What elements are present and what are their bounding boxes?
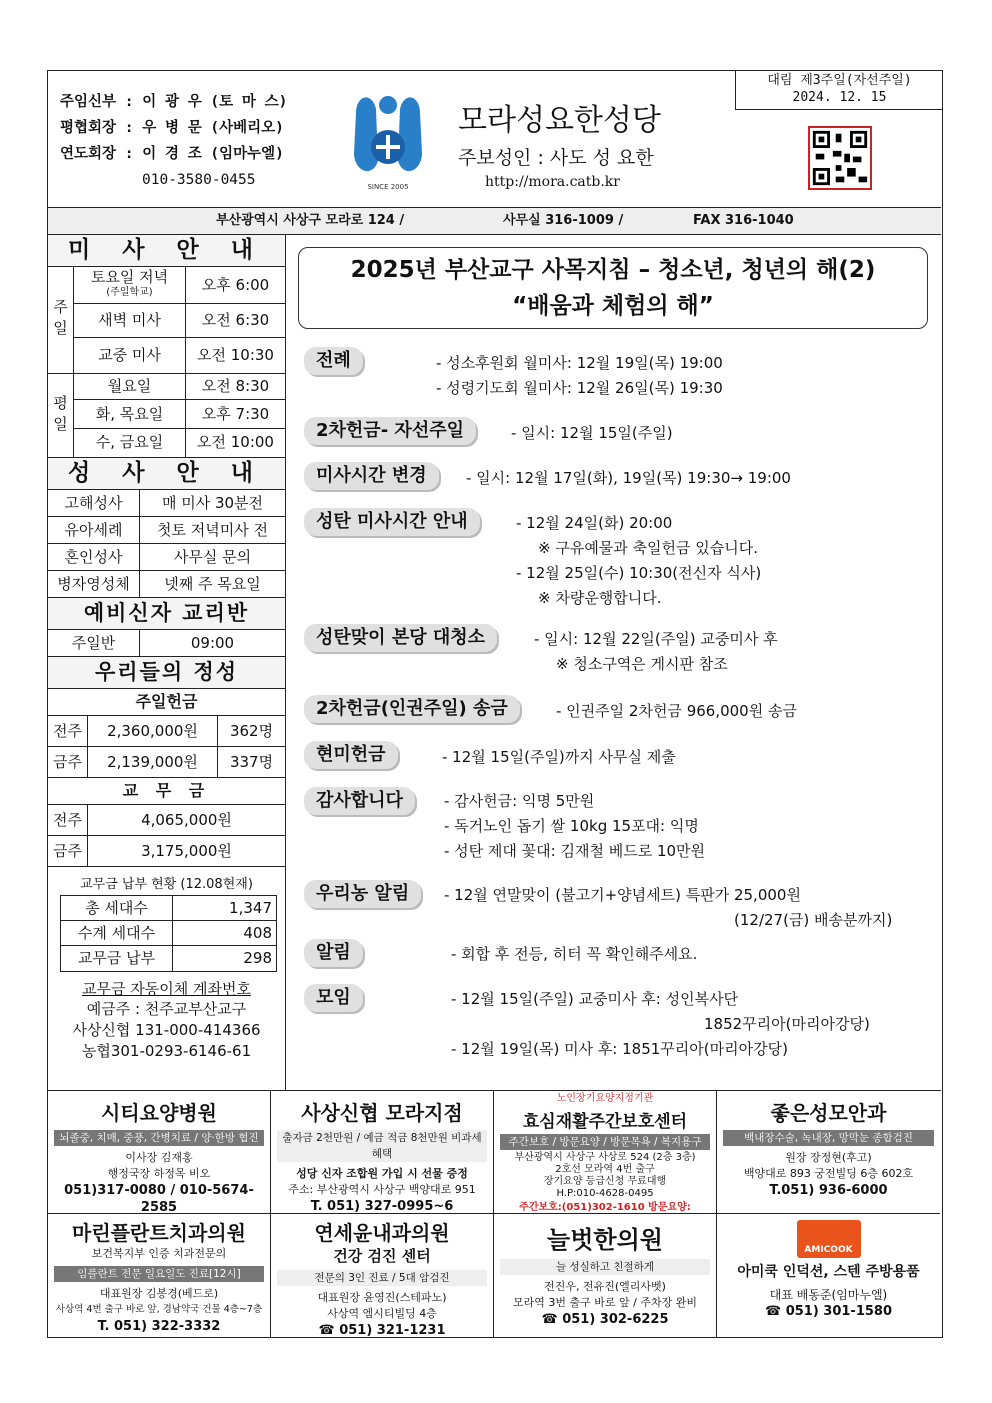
staff-phone: 010-3580-0455 [142, 172, 256, 188]
notice-item: 현미헌금 [304, 741, 398, 769]
office-phone: 사무실 316-1009 / [503, 213, 624, 228]
sacrament-row: 고해성사 매 미사 30분전 [48, 490, 285, 517]
ad-internal-clinic[interactable]: 연세윤내과의원 건강 검진 센터 전문의 3인 진료 / 5대 암검진 대표원장 윤영진(스테파노) 사상역 엠시티빌딩 4층 ☎ 051) 321-1231 [271, 1214, 494, 1337]
fax: FAX 316-1040 [693, 213, 794, 228]
weekday-label: 평일 [48, 374, 74, 457]
liturgical-sunday: 대림 제3주일(자선주일) [767, 73, 912, 88]
church-logo-icon [348, 83, 428, 195]
patron-saint: 주보성인 : 사도 성 요한 [458, 147, 654, 169]
catechumen-title: 예비신자 교리반 [48, 598, 285, 630]
offering-row: 전주 2,360,000원 362명 [48, 716, 285, 747]
weekend-label: 주일 [48, 267, 74, 373]
church-url[interactable]: http://mora.catb.kr [485, 174, 620, 190]
weekend-mass [48, 267, 285, 374]
ads-section [48, 1090, 941, 1337]
notice-item: 전례 [304, 347, 363, 375]
ad-oriental-clinic[interactable]: 늘벗한의원 늘 성실하고 친절하게 전진우, 전유진(엘리사벳) 모라역 3번 출구 바로 앞 / 주차장 완비 ☎ 051) 302-6225 [494, 1214, 717, 1337]
notice-item: 2차헌금- 자선주일 [304, 417, 476, 445]
dues-status-table [60, 895, 277, 972]
mass-row: 월요일 오전 8:30 [74, 374, 285, 400]
account-lines: 예금주 : 천주교부산교구 사상신협 131-000-414366 농협301-0293-6146-61 [72, 1000, 261, 1060]
ad-city-hospital[interactable]: 시티요양병원 뇌졸중, 치매, 중풍, 간병치료 / 양·한방 협진 이사장 김재홍 행정국장 하정목 비오 051)317-0080 / 010-5674-2585 [48, 1091, 271, 1214]
staff-prayer: 연도회장 : 이 경 조 (임마누엘) [60, 146, 284, 162]
dues-status-title: 교무금 납부 현황 (12.08현재) [80, 877, 253, 892]
sacrament-row: 병자영성체 넷째 주 목요일 [48, 571, 285, 598]
mass-row: 수, 금요일 오전 10:00 [74, 429, 285, 457]
notice-item: 성탄맞이 본당 대청소 [304, 624, 497, 652]
svg-text:SINCE 2005: SINCE 2005 [367, 183, 409, 191]
sunday-offering-title: 주일헌금 [48, 689, 285, 716]
sacrament-row: 유아세례 첫토 저녁미사 전 [48, 517, 285, 544]
dues-status-row: 수계 세대수 408 [61, 921, 276, 946]
church-name: 모라성요한성당 [458, 103, 661, 138]
staff-council: 평협회장 : 우 병 문 (사베리오) [60, 120, 284, 136]
amicook-logo-icon: AMICOOK [797, 1220, 861, 1258]
sidebar [48, 235, 286, 1090]
mass-row: 토요일 저녁 (주일학교) 오후 6:00 [74, 267, 285, 304]
notice-item: 감사합니다 [304, 787, 415, 815]
pastoral-title-box [298, 247, 928, 329]
notice-item: 미사시간 변경 [304, 462, 439, 490]
mass-row: 새벽 미사 오전 6:30 [74, 304, 285, 338]
ad-credit-union[interactable]: 사상신협 모라지점 출자금 2천만원 / 예금 적금 8천만원 비과세 혜택 성당 신자 조합원 가입 시 선물 증정 주소: 부산광역시 사상구 백양대로 951 T. 051) 327-0995~6 [271, 1091, 494, 1214]
offering-row: 금주 2,139,000원 337명 [48, 747, 285, 778]
notice-item: 2차헌금(인권주일) 송금 [304, 695, 520, 723]
dues-row: 전주 4,065,000원 [48, 805, 285, 836]
dues-status-row: 교무금 납부 298 [61, 946, 276, 971]
ad-care-center[interactable]: 노인장기요양지정기관 효심재활주간보호센터 주간보호 / 방문요양 / 방문목욕 / 복지용구 부산광역시 사상구 사상로 524 (2층 3층) 2호선 모라역 4번 출구 장기요양 등급신청 무료대행 H.P:010-4628-0495 주간보호:(051)302-1610 방문요양: [494, 1091, 717, 1214]
address: 부산광역시 사상구 모라로 124 / [216, 213, 405, 228]
account-title: 교무금 자동이체 계좌번호 [82, 980, 251, 998]
ad-amicook[interactable]: AMICOOK 아미쿡 인덕션, 스텐 주방용품 대표 배동준(임마누엘) ☎ 051) 301-1580 [717, 1214, 940, 1337]
dues-row: 금주 3,175,000원 [48, 836, 285, 867]
weekday-mass [48, 374, 285, 458]
bulletin-date: 2024. 12. 15 [792, 90, 887, 105]
notice-item: 우리농 알림 [304, 880, 421, 908]
pastoral-subtitle: “배움과 체험의 해” [512, 293, 714, 319]
offering-title: 우리들의 정성 [48, 657, 285, 689]
catechumen-row: 주일반 09:00 [48, 630, 285, 657]
sacrament-row: 혼인성사 사무실 문의 [48, 544, 285, 571]
notice-item: 알림 [304, 939, 363, 967]
mass-title: 미 사 안 내 [48, 235, 285, 267]
qr-code-icon[interactable] [808, 126, 872, 190]
staff-pastor: 주임신부 : 이 광 우 (토 마 스) [60, 94, 288, 110]
ad-dental-clinic[interactable]: 마린플란트치과의원 보건복지부 인증 치과전문의 임플란트 전문 일요일도 진료[12시] 대표원장 김봉경(베드로) 사상역 4번 출구 바로 앞, 경남약국 건물 4층~7층 T. 051) 322-3332 [48, 1214, 271, 1337]
address-bar [48, 208, 941, 235]
mass-row: 교중 미사 오전 10:30 [74, 338, 285, 373]
header [48, 71, 941, 208]
staff-list [60, 89, 287, 193]
notice-item: 모임 [304, 984, 363, 1012]
notice-item: 성탄 미사시간 안내 [304, 508, 480, 536]
bulletin-page [47, 70, 943, 1338]
dues-status-row: 총 세대수 1,347 [61, 896, 276, 921]
dues-title: 교 무 금 [48, 778, 285, 805]
mass-row: 화, 목요일 오후 7:30 [74, 400, 285, 429]
main-content: 2025년 부산교구 사목지침 – 청소년, 청년의 해(2) “배움과 체험의 해” 전례 - 성소후원회 월미사: 12월 19일(목) 19:00 - 성령기도회 월미사: 12월 26일(목) 19:30 2차헌금- 자선주일 - 일시: 12월 15일(주일) 미사시간 변경 - 일시: 12월 17일(화), 19일(목) 19:30→ 19:00 성탄 미사시간 안내 - 12월 24일(화) 20:00 ※ 구유예물과 축일헌금 있습니다. - 12월 25일(수) 10:30(전신자 식사) ※ 차량운행합니다. 성탄맞이 본당 대청소 - 일시: 12월 22일(주일) 교중미사 후 ※ 청소구역은 게시판 참조 2차헌금(인권주일) 송금 - 인권주일 2차헌금 966,000원 송금 현미헌금 - 12월 15일(주일)까지 사무실 제출 감사합니다 - 감사헌금: 익명 5만원 - 독거노인 돕기 쌀 10kg 15포대: 익명 - 성탄 제대 꽃대: 김재철 베드로 10만원 우리농 알림 - 12월 연말맞이 (불고기+양념세트) 특판가 25,000원 (12/27(금) 배송분까지) 알림 - 회합 후 전등, 히터 꼭 확인해주세요. 모임 - 12월 15일(주일) 교중미사 후: 성인복사단 1852꾸리아(마리아강당) - 12월 19일(목) 미사 후: 1851꾸리아(마리아강당) [286, 235, 941, 1090]
sacrament-title: 성 사 안 내 [48, 458, 285, 490]
date-box [735, 70, 943, 110]
pastoral-title: 2025년 부산교구 사목지침 – 청소년, 청년의 해(2) [350, 257, 876, 283]
ad-eye-clinic[interactable]: 좋은성모안과 백내장수술, 녹내장, 망막눈 종합검진 원장 장정현(후고) 백양대로 893 궁전빌딩 6층 602호 T.051) 936-6000 [717, 1091, 940, 1214]
